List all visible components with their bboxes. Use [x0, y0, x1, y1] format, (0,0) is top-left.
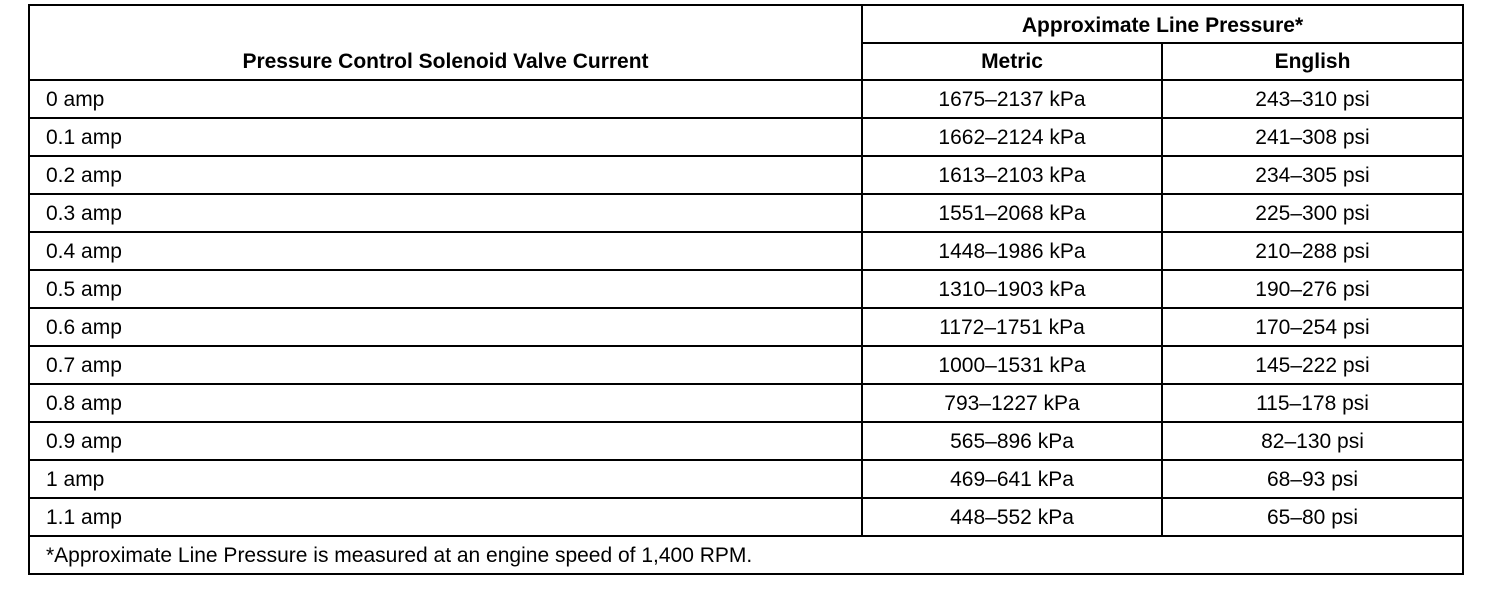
- cell-current: 0.6 amp: [29, 308, 862, 346]
- cell-english: 170–254 psi: [1162, 308, 1463, 346]
- header-current: Pressure Control Solenoid Valve Current: [29, 5, 862, 80]
- table-row: [29, 270, 1463, 308]
- table-body: [29, 80, 1463, 574]
- cell-english: 241–308 psi: [1162, 118, 1463, 156]
- pressure-table-container: [28, 4, 1462, 575]
- header-metric: Metric: [862, 43, 1162, 80]
- cell-metric: 565–896 kPa: [862, 422, 1162, 460]
- table-row: [29, 118, 1463, 156]
- cell-current: 1 amp: [29, 460, 862, 498]
- table-row: [29, 80, 1463, 118]
- cell-current: 1.1 amp: [29, 498, 862, 536]
- cell-english: 68–93 psi: [1162, 460, 1463, 498]
- cell-metric: 1613–2103 kPa: [862, 156, 1162, 194]
- cell-english: 234–305 psi: [1162, 156, 1463, 194]
- cell-metric: 469–641 kPa: [862, 460, 1162, 498]
- cell-metric: 1448–1986 kPa: [862, 232, 1162, 270]
- cell-english: 65–80 psi: [1162, 498, 1463, 536]
- cell-metric: 448–552 kPa: [862, 498, 1162, 536]
- table-row: [29, 308, 1463, 346]
- cell-metric: 1551–2068 kPa: [862, 194, 1162, 232]
- cell-current: 0.4 amp: [29, 232, 862, 270]
- table-row: [29, 194, 1463, 232]
- cell-current: 0.3 amp: [29, 194, 862, 232]
- cell-english: 190–276 psi: [1162, 270, 1463, 308]
- cell-metric: 1662–2124 kPa: [862, 118, 1162, 156]
- cell-current: 0.9 amp: [29, 422, 862, 460]
- table-header: [29, 5, 1463, 80]
- cell-current: 0 amp: [29, 80, 862, 118]
- cell-english: 145–222 psi: [1162, 346, 1463, 384]
- cell-metric: 1172–1751 kPa: [862, 308, 1162, 346]
- header-english: English: [1162, 43, 1463, 80]
- cell-metric: 1675–2137 kPa: [862, 80, 1162, 118]
- cell-metric: 1310–1903 kPa: [862, 270, 1162, 308]
- footnote: *Approximate Line Pressure is measured at an engine speed of 1,400 RPM.: [29, 536, 1463, 574]
- cell-current: 0.2 amp: [29, 156, 862, 194]
- table-row: [29, 460, 1463, 498]
- table-row: [29, 422, 1463, 460]
- cell-current: 0.7 amp: [29, 346, 862, 384]
- cell-english: 115–178 psi: [1162, 384, 1463, 422]
- cell-english: 210–288 psi: [1162, 232, 1463, 270]
- table-row: [29, 346, 1463, 384]
- line-pressure-table: [28, 4, 1464, 575]
- cell-english: 243–310 psi: [1162, 80, 1463, 118]
- cell-metric: 793–1227 kPa: [862, 384, 1162, 422]
- cell-english: 225–300 psi: [1162, 194, 1463, 232]
- header-approx-line-pressure: Approximate Line Pressure*: [862, 5, 1463, 43]
- cell-current: 0.1 amp: [29, 118, 862, 156]
- header-row-top: [29, 5, 1463, 43]
- cell-current: 0.5 amp: [29, 270, 862, 308]
- table-row: [29, 498, 1463, 536]
- cell-metric: 1000–1531 kPa: [862, 346, 1162, 384]
- table-row: [29, 384, 1463, 422]
- cell-current: 0.8 amp: [29, 384, 862, 422]
- cell-english: 82–130 psi: [1162, 422, 1463, 460]
- footnote-row: [29, 536, 1463, 574]
- table-row: [29, 156, 1463, 194]
- table-row: [29, 232, 1463, 270]
